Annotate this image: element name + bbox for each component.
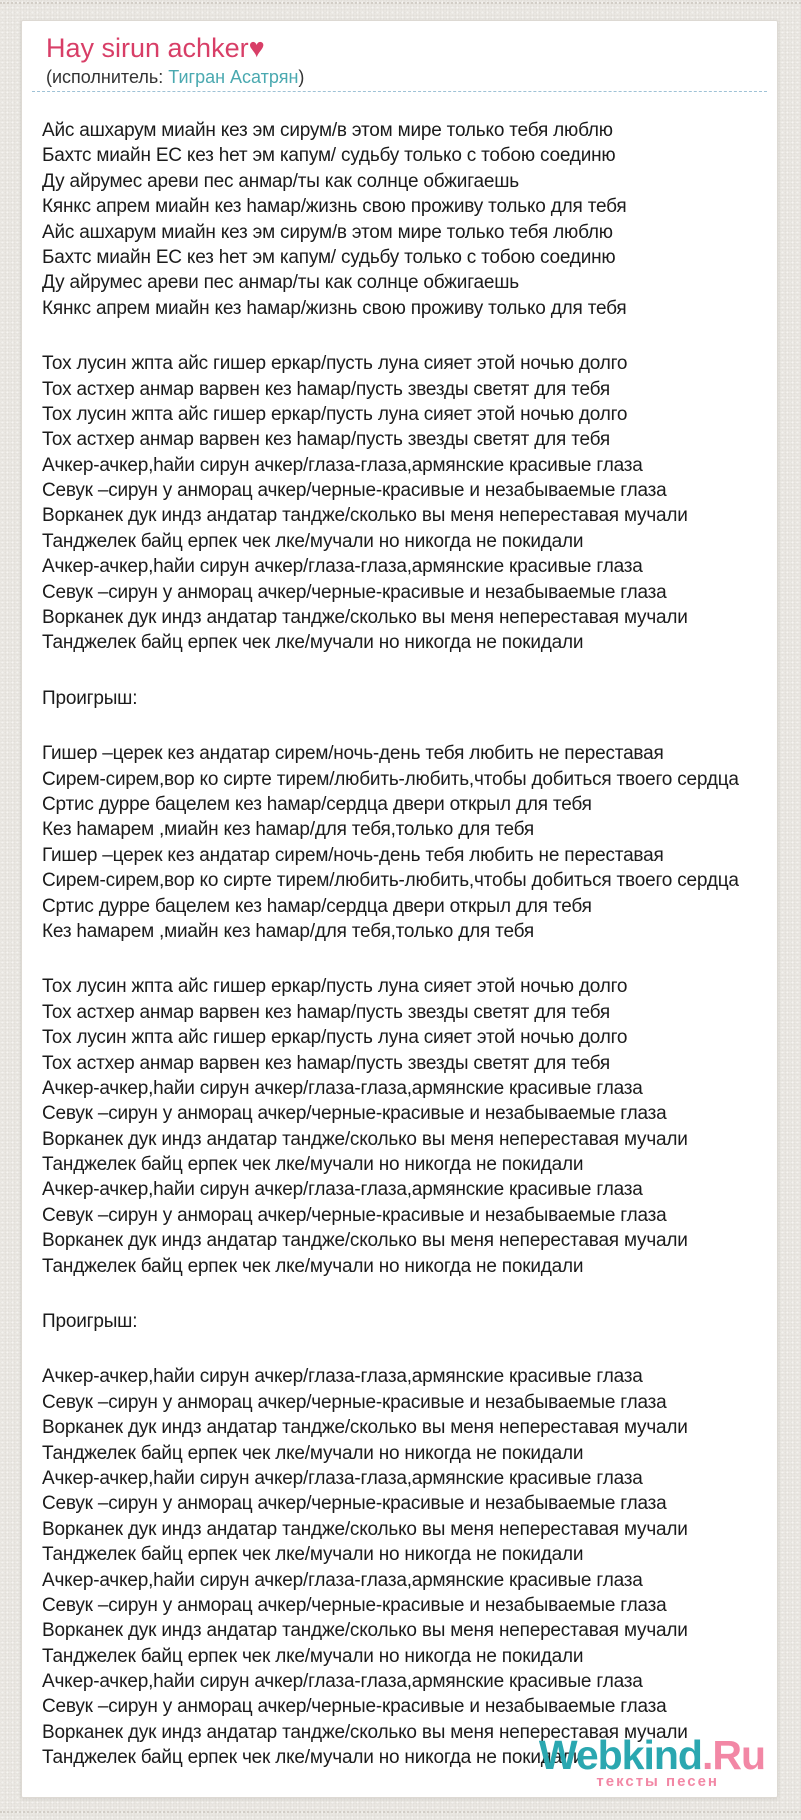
artist-label: (исполнитель: bbox=[46, 67, 169, 87]
content-card bbox=[21, 20, 778, 1798]
lyric-line: Кез hамарем ,миайн кез hамар/для тебя,только для тебя bbox=[42, 819, 534, 841]
lyric-line: Айс ашхарум миайн кез эм сирум/в этом мире только тебя люблю bbox=[42, 221, 613, 243]
lyric-line: Танджелек байц ерпек чек лке/мучали но никогда не покидали bbox=[42, 1645, 584, 1667]
song-title-text: Hay sirun achker bbox=[46, 33, 249, 63]
lyric-line: Танджелек байц ерпек чек лке/мучали но никогда не покидали bbox=[42, 1255, 584, 1277]
lyric-line: Сртис дурре бацелем кез hамар/сердца двери открыл для тебя bbox=[42, 895, 592, 917]
bottom-stitch-divider bbox=[0, 1811, 801, 1813]
lyric-line: Танджелек байц ерпек чек лке/мучали но никогда не покидали bbox=[42, 1154, 584, 1176]
lyric-line: Танджелек байц ерпек чек лке/мучали но никогда не покидали bbox=[42, 632, 584, 654]
lyric-line: Ачкер-ачкер,hайи сирун ачкер/глаза-глаза,армянские красивые глаза bbox=[42, 1671, 643, 1693]
lyric-line: Ворканек дук индз андатар тандже/сколько вы меня непереставая мучали bbox=[42, 1128, 688, 1150]
lyric-line: Танджелек байц ерпек чек лке/мучали но никогда не покидали bbox=[42, 1442, 584, 1464]
page-title bbox=[46, 34, 763, 63]
lyric-line: Сртис дурре бацелем кез hамар/сердца двери открыл для тебя bbox=[42, 793, 592, 815]
stanza-6 bbox=[42, 1309, 773, 1334]
lyric-line: Тох астхер анмар варвен кез hамар/пусть звезды светят для тебя bbox=[42, 378, 611, 400]
logo-tagline: тексты песен bbox=[596, 1773, 719, 1790]
webkind-logo[interactable] bbox=[538, 1732, 765, 1790]
lyric-line: Ворканек дук индз андатар тандже/сколько вы меня непереставая мучали bbox=[42, 1417, 688, 1439]
lyric-line: Кянкс апрем миайн кез hамар/жизнь свою проживу только для тебя bbox=[42, 196, 627, 218]
lyric-line: Проигрыш: bbox=[42, 1311, 138, 1333]
lyric-line: Гишер –церек кез андатар сирем/ночь-день тебя любить не переставая bbox=[42, 743, 664, 765]
lyric-line: Тох лусин жпта айс гишер еркар/пусть луна сияет этой ночью долго bbox=[42, 353, 628, 375]
stanza-5 bbox=[42, 974, 773, 1279]
lyric-line: Севук –сирун у анморац ачкер/черные-красивые и незабываемые глаза bbox=[42, 480, 667, 502]
lyric-line: Гишер –церек кез андатар сирем/ночь-день тебя любить не переставая bbox=[42, 844, 664, 866]
logo-ru-text: .Ru bbox=[701, 1732, 765, 1778]
top-stitch-divider bbox=[0, 2, 801, 4]
lyric-line: Бахтс миайн ЕС кез hет эм капум/ судьбу только с тобою соединю bbox=[42, 145, 616, 167]
lyric-line: Проигрыш: bbox=[42, 687, 138, 709]
lyric-line: Ду айрумес ареви пес анмар/ты как солнце обжигаешь bbox=[42, 170, 519, 192]
lyric-line: Севук –сирун у анморац ачкер/черные-красивые и незабываемые глаза bbox=[42, 1696, 667, 1718]
artist-link[interactable]: Тигран Асатрян bbox=[168, 67, 299, 87]
lyric-line: Тох астхер анмар варвен кез hамар/пусть звезды светят для тебя bbox=[42, 429, 611, 451]
lyric-line: Сирем-сирем,вор ко сирте тирем/любить-любить,чтобы добиться твоего сердца bbox=[42, 870, 739, 892]
lyric-line: Ворканек дук индз андатар тандже/сколько вы меня непереставая мучали bbox=[42, 1620, 688, 1642]
artist-line bbox=[46, 66, 763, 88]
lyric-line: Ворканек дук индз андатар тандже/сколько вы меня непереставая мучали bbox=[42, 1518, 688, 1540]
lyric-line: Ачкер-ачкер,hайи сирун ачкер/глаза-глаза,армянские красивые глаза bbox=[42, 1467, 643, 1489]
lyric-line: Танджелек байц ерпек чек лке/мучали но никогда не покидали bbox=[42, 530, 584, 552]
logo-webkind-text: Webkind bbox=[538, 1732, 702, 1778]
lyric-line: Севук –сирун у анморац ачкер/черные-красивые и незабываемые глаза bbox=[42, 1103, 667, 1125]
lyric-line: Севук –сирун у анморац ачкер/черные-красивые и незабываемые глаза bbox=[42, 1391, 667, 1413]
lyric-line: Севук –сирун у анморац ачкер/черные-красивые и незабываемые глаза bbox=[42, 581, 667, 603]
lyric-line: Севук –сирун у анморац ачкер/черные-красивые и незабываемые глаза bbox=[42, 1204, 667, 1226]
lyric-line: Танджелек байц ерпек чек лке/мучали но никогда не покидали bbox=[42, 1544, 584, 1566]
lyric-line: Тох лусин жпта айс гишер еркар/пусть луна сияет этой ночью долго bbox=[42, 403, 628, 425]
stanza-4 bbox=[42, 741, 773, 944]
lyric-line: Ачкер-ачкер,hайи сирун ачкер/глаза-глаза,армянские красивые глаза bbox=[42, 1569, 643, 1591]
artist-label-close: ) bbox=[298, 67, 305, 87]
lyric-line: Айс ашхарум миайн кез эм сирум/в этом мире только тебя люблю bbox=[42, 120, 613, 141]
lyric-line: Кянкс апрем миайн кез hамар/жизнь свою проживу только для тебя bbox=[42, 297, 627, 319]
lyric-line: Ачкер-ачкер,hайи сирун ачкер/глаза-глаза,армянские красивые глаза bbox=[42, 1366, 643, 1388]
lyric-line: Ачкер-ачкер,hайи сирун ачкер/глаза-глаза,армянские красивые глаза bbox=[42, 1179, 643, 1201]
song-header bbox=[32, 21, 767, 92]
stanza-2 bbox=[42, 351, 773, 656]
lyric-line: Тох лусин жпта айс гишер еркар/пусть луна сияет этой ночью долго bbox=[42, 1027, 628, 1049]
lyric-line: Ворканек дук индз андатар тандже/сколько вы меня непереставая мучали bbox=[42, 607, 688, 629]
lyric-line: Бахтс миайн ЕС кез hет эм капум/ судьбу только с тобою соединю bbox=[42, 246, 616, 268]
lyric-line: Тох астхер анмар варвен кез hамар/пусть звезды светят для тебя bbox=[42, 1001, 611, 1023]
lyrics bbox=[22, 92, 777, 1771]
lyric-line: Ачкер-ачкер,hайи сирун ачкер/глаза-глаза,армянские красивые глаза bbox=[42, 556, 643, 578]
lyric-line: Сирем-сирем,вор ко сирте тирем/любить-любить,чтобы добиться твоего сердца bbox=[42, 768, 739, 790]
lyric-line: Кез hамарем ,миайн кез hамар/для тебя,только для тебя bbox=[42, 920, 534, 942]
lyric-line: Ачкер-ачкер,hайи сирун ачкер/глаза-глаза,армянские красивые глаза bbox=[42, 1077, 643, 1099]
lyric-line: Тох лусин жпта айс гишер еркар/пусть луна сияет этой ночью долго bbox=[42, 976, 628, 998]
webkind-logo-wordmark bbox=[538, 1732, 765, 1778]
lyric-line: Тох астхер анмар варвен кез hамар/пусть звезды светят для тебя bbox=[42, 1052, 611, 1074]
lyric-line: Ворканек дук индз андатар тандже/сколько вы меня непереставая мучали bbox=[42, 1230, 688, 1252]
lyric-line: Танджелек байц ерпек чек лке/мучали но никогда не покидали bbox=[42, 1747, 584, 1769]
stanza-7 bbox=[42, 1364, 773, 1770]
lyric-line: Севук –сирун у анморац ачкер/черные-красивые и незабываемые глаза bbox=[42, 1493, 667, 1515]
lyric-line: Ворканек дук индз андатар тандже/сколько вы меня непереставая мучали bbox=[42, 505, 688, 527]
lyric-line: Ворканек дук индз андатар тандже/сколько вы меня непереставая мучали bbox=[42, 1721, 688, 1743]
lyric-line: Севук –сирун у анморац ачкер/черные-красивые и незабываемые глаза bbox=[42, 1594, 667, 1616]
heart-icon: ♥ bbox=[248, 33, 265, 63]
lyric-line: Ачкер-ачкер,hайи сирун ачкер/глаза-глаза,армянские красивые глаза bbox=[42, 454, 643, 476]
stanza-1 bbox=[42, 118, 773, 321]
lyric-line: Ду айрумес ареви пес анмар/ты как солнце обжигаешь bbox=[42, 272, 519, 294]
stanza-3 bbox=[42, 686, 773, 711]
